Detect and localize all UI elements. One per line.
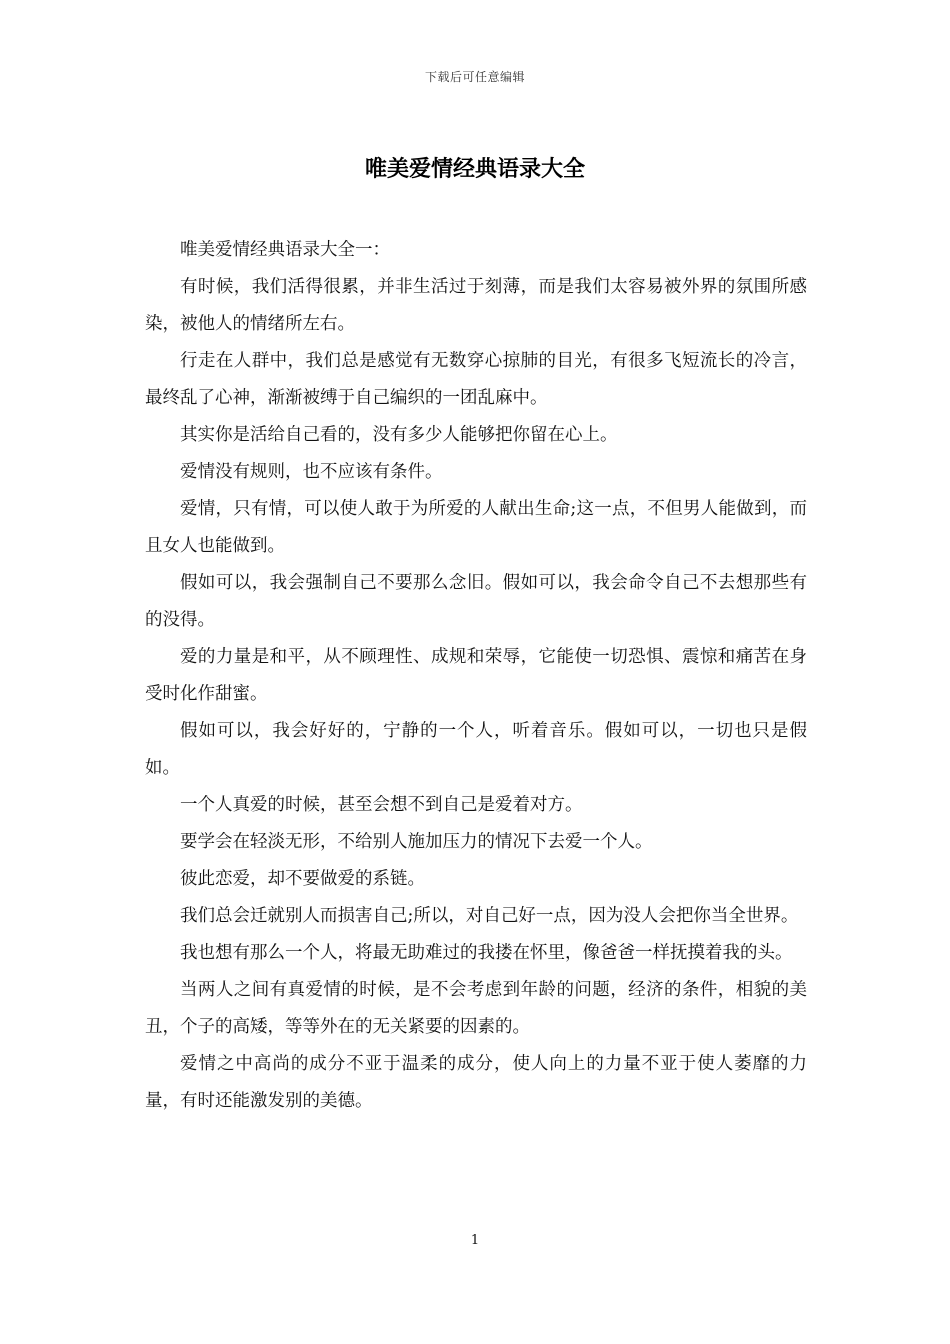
paragraph: 其实你是活给自己看的，没有多少人能够把你留在心上。 (180, 425, 618, 445)
paragraph: 我们总会迁就别人而损害自己;所以，对自己好一点，因为没人会把你当全世界。 (180, 906, 799, 926)
document-title: 唯美爱情经典语录大全 (364, 156, 585, 182)
paragraph: 彼此恋爱，却不要做爱的系链。 (180, 869, 425, 889)
paragraph: 爱的力量是和平，从不顾理性、成规和荣辱，它能使一切恐惧、震惊和痛苦在身受时化作甜蜜。 (145, 647, 807, 704)
paragraph: 一个人真爱的时候，甚至会想不到自己是爱着对方。 (180, 795, 583, 815)
paragraph: 假如可以，我会好好的，宁静的一个人，听着音乐。假如可以，一切也只是假如。 (145, 721, 807, 778)
paragraph: 爱情没有规则，也不应该有条件。 (180, 462, 443, 482)
paragraph: 当两人之间有真爱情的时候，是不会考虑到年龄的问题，经济的条件，相貌的美丑，个子的高矮，等等外在的无关紧要的因素的。 (145, 980, 807, 1037)
page-number: 1 (470, 1233, 480, 1248)
paragraph: 行走在人群中，我们总是感觉有无数穿心掠肺的目光，有很多飞短流长的冷言，最终乱了心神，渐渐被缚于自己编织的一团乱麻中。 (145, 351, 807, 408)
paragraph: 唯美爱情经典语录大全一： (180, 240, 390, 260)
paragraph: 有时候，我们活得很累，并非生活过于刻薄，而是我们太容易被外界的氛围所感染，被他人的情绪所左右。 (145, 277, 807, 334)
paragraph: 爱情，只有情，可以使人敢于为所爱的人献出生命;这一点，不但男人能做到，而且女人也能做到。 (145, 499, 807, 556)
header-note: 下载后可任意编辑 (424, 70, 525, 84)
paragraph: 假如可以，我会强制自己不要那么念旧。假如可以，我会命令自己不去想那些有的没得。 (145, 573, 807, 630)
paragraph: 爱情之中高尚的成分不亚于温柔的成分，使人向上的力量不亚于使人萎靡的力量，有时还能激发别的美德。 (145, 1054, 807, 1111)
document-body (145, 232, 807, 1120)
paragraph: 我也想有那么一个人，将最无助难过的我搂在怀里，像爸爸一样抚摸着我的头。 (180, 943, 793, 963)
paragraph: 要学会在轻淡无形，不给别人施加压力的情况下去爱一个人。 (180, 832, 653, 852)
